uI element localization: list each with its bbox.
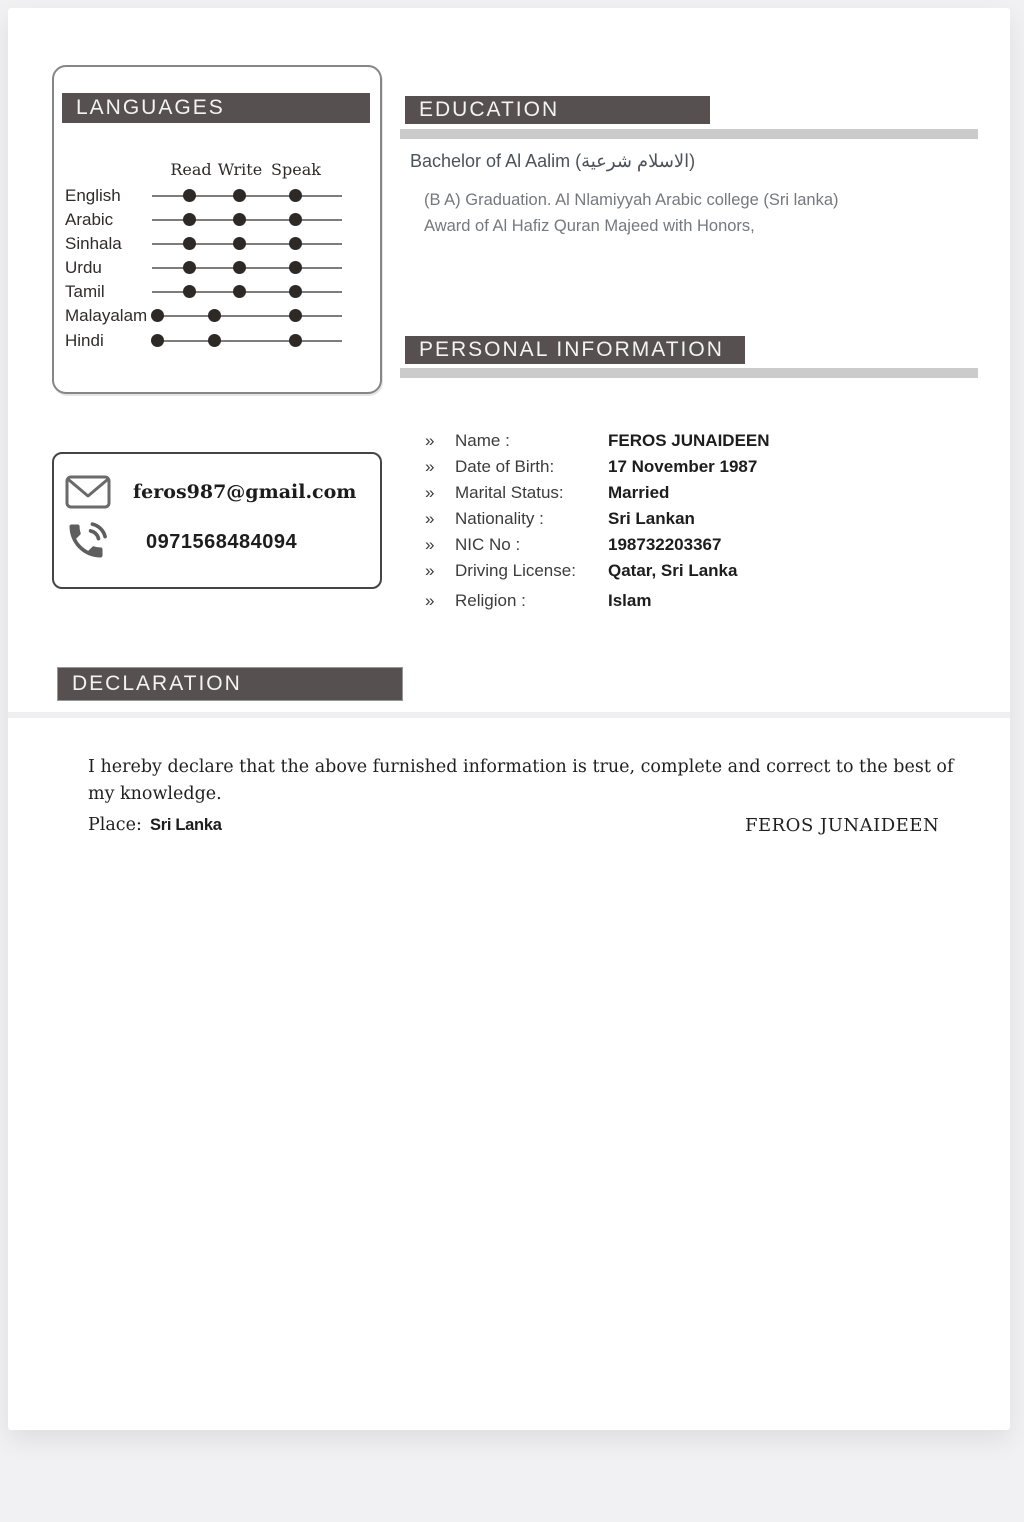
skill-line <box>152 291 342 293</box>
personal-row-nationality <box>425 507 845 531</box>
language-row-tamil <box>62 281 364 303</box>
skill-line <box>152 195 342 197</box>
language-row-malayalam <box>62 305 364 327</box>
write-dot <box>233 237 246 250</box>
language-row-hindi <box>62 330 364 352</box>
skill-line <box>152 315 342 317</box>
language-name: Arabic <box>65 210 114 229</box>
email-address: feros987@gmail.com <box>133 481 357 503</box>
field-value: 17 November 1987 <box>608 457 758 476</box>
personal-row-driving-license <box>425 559 845 583</box>
column-read: Read <box>170 160 212 179</box>
declaration-text: I hereby declare that the above furnished information is true, complete and correct to the best of my knowledge. <box>88 757 954 804</box>
read-dot <box>183 213 196 226</box>
speak-dot <box>289 285 302 298</box>
bullet-icon: » <box>425 457 435 476</box>
education-section-header: EDUCATION <box>405 96 710 124</box>
field-value: Sri Lankan <box>608 509 695 528</box>
personal-row-religion <box>425 589 845 613</box>
language-name: Hindi <box>65 331 104 350</box>
personal-info-section-header: PERSONAL INFORMATION <box>405 336 745 364</box>
languages-section-header: LANGUAGES <box>62 93 370 123</box>
write-dot <box>233 189 246 202</box>
phone-number: 0971568484094 <box>146 531 298 553</box>
place-label: Place: <box>88 815 142 835</box>
languages-column-headers <box>62 160 362 182</box>
bullet-icon: » <box>425 431 435 450</box>
speak-dot <box>289 189 302 202</box>
personal-row-nic <box>425 533 845 557</box>
phone-icon <box>64 519 108 568</box>
read-dot <box>183 189 196 202</box>
skill-line <box>152 219 342 221</box>
language-row-sinhala <box>62 233 364 255</box>
personal-row-marital-status <box>425 481 845 505</box>
bullet-icon: » <box>425 591 435 610</box>
language-name: English <box>65 186 121 205</box>
education-detail-line2: Award of Al Hafiz Quran Majeed with Honors, <box>424 217 755 235</box>
read-dot <box>151 334 164 347</box>
education-underline-strip <box>400 129 978 139</box>
field-value: FEROS JUNAIDEEN <box>608 431 770 450</box>
language-name: Malayalam <box>65 306 148 325</box>
place-value: Sri Lanka <box>150 816 222 834</box>
speak-dot <box>289 334 302 347</box>
speak-dot <box>289 261 302 274</box>
write-dot <box>208 334 221 347</box>
page-break-divider <box>8 712 1010 718</box>
bullet-icon: » <box>425 509 435 528</box>
education-degree: Bachelor of Al Aalim (الاسلام شرعية) <box>410 151 696 171</box>
read-dot <box>183 261 196 274</box>
field-value: Qatar, Sri Lanka <box>608 561 738 580</box>
skill-line <box>152 243 342 245</box>
language-row-urdu <box>62 257 364 279</box>
education-detail-line1: (B A) Graduation. Al Nlamiyyah Arabic college (Sri lanka) <box>424 191 839 209</box>
signature-name: FEROS JUNAIDEEN <box>745 815 940 836</box>
language-row-arabic <box>62 209 364 231</box>
field-label: Religion : <box>455 591 526 610</box>
write-dot <box>233 261 246 274</box>
field-label: Marital Status: <box>455 483 564 502</box>
write-dot <box>233 213 246 226</box>
personal-row-name <box>425 429 845 453</box>
field-label: Date of Birth: <box>455 457 555 476</box>
speak-dot <box>289 213 302 226</box>
language-name: Tamil <box>65 282 105 301</box>
speak-dot <box>289 309 302 322</box>
bullet-icon: » <box>425 535 435 554</box>
field-label: Driving License: <box>455 561 576 580</box>
language-name: Urdu <box>65 258 102 277</box>
bullet-icon: » <box>425 561 435 580</box>
read-dot <box>183 285 196 298</box>
personal-info-underline-strip <box>400 368 978 378</box>
field-value: Married <box>608 483 670 502</box>
write-dot <box>233 285 246 298</box>
read-dot <box>183 237 196 250</box>
field-value: 198732203367 <box>608 535 722 554</box>
skill-line <box>152 340 342 342</box>
bullet-icon: » <box>425 483 435 502</box>
read-dot <box>151 309 164 322</box>
speak-dot <box>289 237 302 250</box>
field-label: Name : <box>455 431 510 450</box>
mail-icon <box>65 475 111 514</box>
field-label: NIC No : <box>455 535 521 554</box>
column-speak: Speak <box>271 160 321 179</box>
language-row-english <box>62 185 364 207</box>
field-value: Islam <box>608 591 652 610</box>
field-label: Nationality : <box>455 509 544 528</box>
language-name: Sinhala <box>65 234 122 253</box>
declaration-section-header: DECLARATION <box>57 667 403 701</box>
personal-row-dob <box>425 455 845 479</box>
write-dot <box>208 309 221 322</box>
skill-line <box>152 267 342 269</box>
column-write: Write <box>217 160 263 179</box>
